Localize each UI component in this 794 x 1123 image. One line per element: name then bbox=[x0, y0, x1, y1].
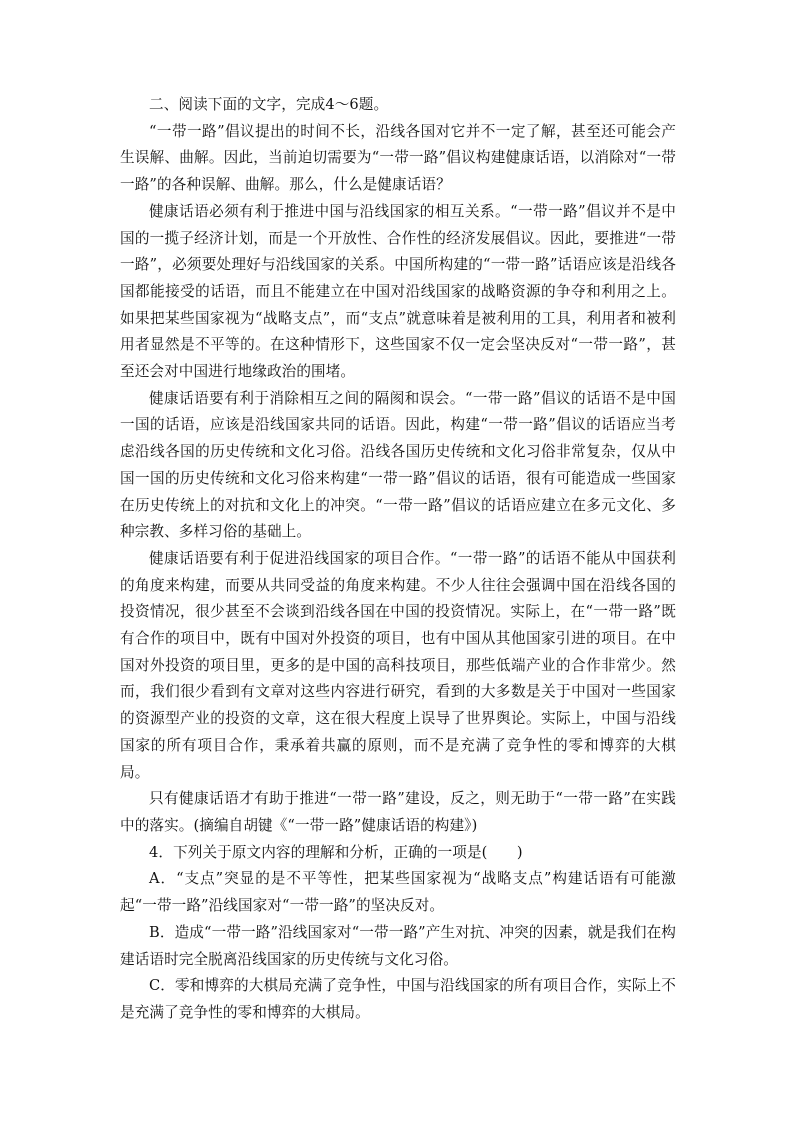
passage-paragraph-1: “一带一路”倡议提出的时间不长，沿线各国对它并不一定了解，甚至还可能会产生误解、曲解。因此，当前迫切需要为“一带一路”倡议构建健康话语，以消除对“一带一路”的各种误解、曲解。那么，什么是健康话语？ bbox=[120, 122, 676, 194]
passage-paragraph-3: 健康话语要有利于消除相互之间的隔阂和误会。“一带一路”倡议的话语不是中国一国的话语，应该是沿线国家共同的话语。因此，构建“一带一路”倡议的话语应当考虑沿线各国的历史传统和文化习俗。沿线各国历史传统和文化习俗非常复杂，仅从中国一国的历史传统和文化习俗来构建“一带一路”倡议的话语，很有可能造成一些国家在历史传统上的对抗和文化上的冲突。“一带一路”倡议的话语应建立在多元文化、多种宗教、多样习俗的基础上。 bbox=[120, 389, 676, 541]
question-4-option-c: C．零和博弈的大棋局充满了竞争性，中国与沿线国家的所有项目合作，实际上不是充满了竞争性的零和博弈的大棋局。 bbox=[120, 977, 676, 1021]
document-body bbox=[120, 92, 676, 1027]
section-heading: 二、阅读下面的文字，完成4～6题。 bbox=[149, 96, 389, 113]
question-4-option-a: A．“支点”突显的是不平等性，把某些国家视为“战略支点”构建话语有可能激起“一带一路”沿线国家对“一带一路”的坚决反对。 bbox=[120, 870, 676, 915]
passage-paragraph-2: 健康话语必须有利于推进中国与沿线国家的相互关系。“一带一路”倡议并不是中国的一揽子经济计划，而是一个开放性、合作性的经济发展倡议。因此，要推进“一带一路”，必须要处理好与沿线国家的关系。中国所构建的“一带一路”话语应该是沿线各国都能接受的话语，而且不能建立在中国对沿线国家的战略资源的争夺和利用之上。如果把某些国家视为“战略支点”，而“支点”就意味着是被利用的工具，利用者和被利用者显然是不平等的。在这种情形下，这些国家不仅一定会坚决反对“一带一路”，甚至还会对中国进行地缘政治的围堵。 bbox=[120, 202, 676, 381]
question-4-option-b: B．造成“一带一路”沿线国家对“一带一路”产生对抗、冲突的因素，就是我们在构建话语时完全脱离沿线国家的历史传统与文化习俗。 bbox=[120, 923, 676, 968]
question-4-stem: 4．下列关于原文内容的理解和分析，正确的一项是( ) bbox=[149, 843, 523, 861]
passage-paragraph-5: 只有健康话语才有助于推进“一带一路”建设，反之，则无助于“一带一路”在实践中的落实。(摘编自胡键《“一带一路”健康话语的构建》) bbox=[120, 790, 676, 834]
passage-paragraph-4: 健康话语要有利于促进沿线国家的项目合作。“一带一路”的话语不能从中国获利的角度来构建，而要从共同受益的角度来构建。不少人往往会强调中国在沿线各国的投资情况，很少甚至不会谈到沿线各国在中国的投资情况。实际上，在“一带一路”既有合作的项目中，既有中国对外投资的项目，也有中国从其他国家引进的项目。在中国对外投资的项目里，更多的是中国的高科技项目，那些低端产业的合作非常少。然而，我们很少看到有文章对这些内容进行研究，看到的大多数是关于中国对一些国家的资源型产业的投资的文章，这在很大程度上误导了世界舆论。实际上，中国与沿线国家的所有项目合作，秉承着共赢的原则，而不是充满了竞争性的零和博弈的大棋局。 bbox=[120, 549, 676, 781]
